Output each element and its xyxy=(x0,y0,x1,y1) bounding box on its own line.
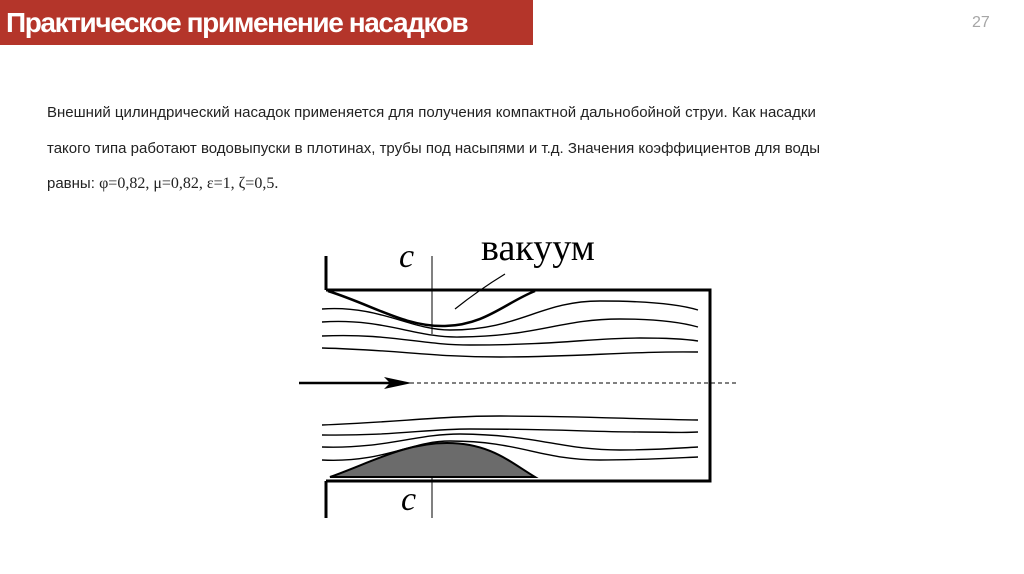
streamline xyxy=(322,336,698,345)
streamline xyxy=(322,416,698,425)
vacuum-label: вакуум xyxy=(481,227,595,269)
coefficients-formula: φ=0,82, μ=0,82, ε=1, ζ=0,5. xyxy=(99,175,279,192)
vacuum-zone-lower xyxy=(330,443,535,477)
paragraph-line-2: такого типа работают водовыпуски в плотинах, трубы под насыпями и т.д. Значения коэффициентов для воды xyxy=(47,139,821,157)
paragraph-line-1: Внешний цилиндрический насадок применяется для получения компактной дальнобойной струи. Как насадки xyxy=(47,104,816,121)
streamline xyxy=(322,429,698,435)
section-label-bottom: c xyxy=(401,481,417,518)
page-number: 27 xyxy=(972,14,990,31)
slide-title: Практическое применение насадков xyxy=(6,7,468,38)
paragraph-prefix: равны: xyxy=(47,175,100,192)
streamline xyxy=(322,348,698,357)
streamlines xyxy=(322,301,698,460)
section-label-top: c xyxy=(399,238,415,275)
streamline xyxy=(322,434,698,450)
streamline xyxy=(322,301,698,330)
